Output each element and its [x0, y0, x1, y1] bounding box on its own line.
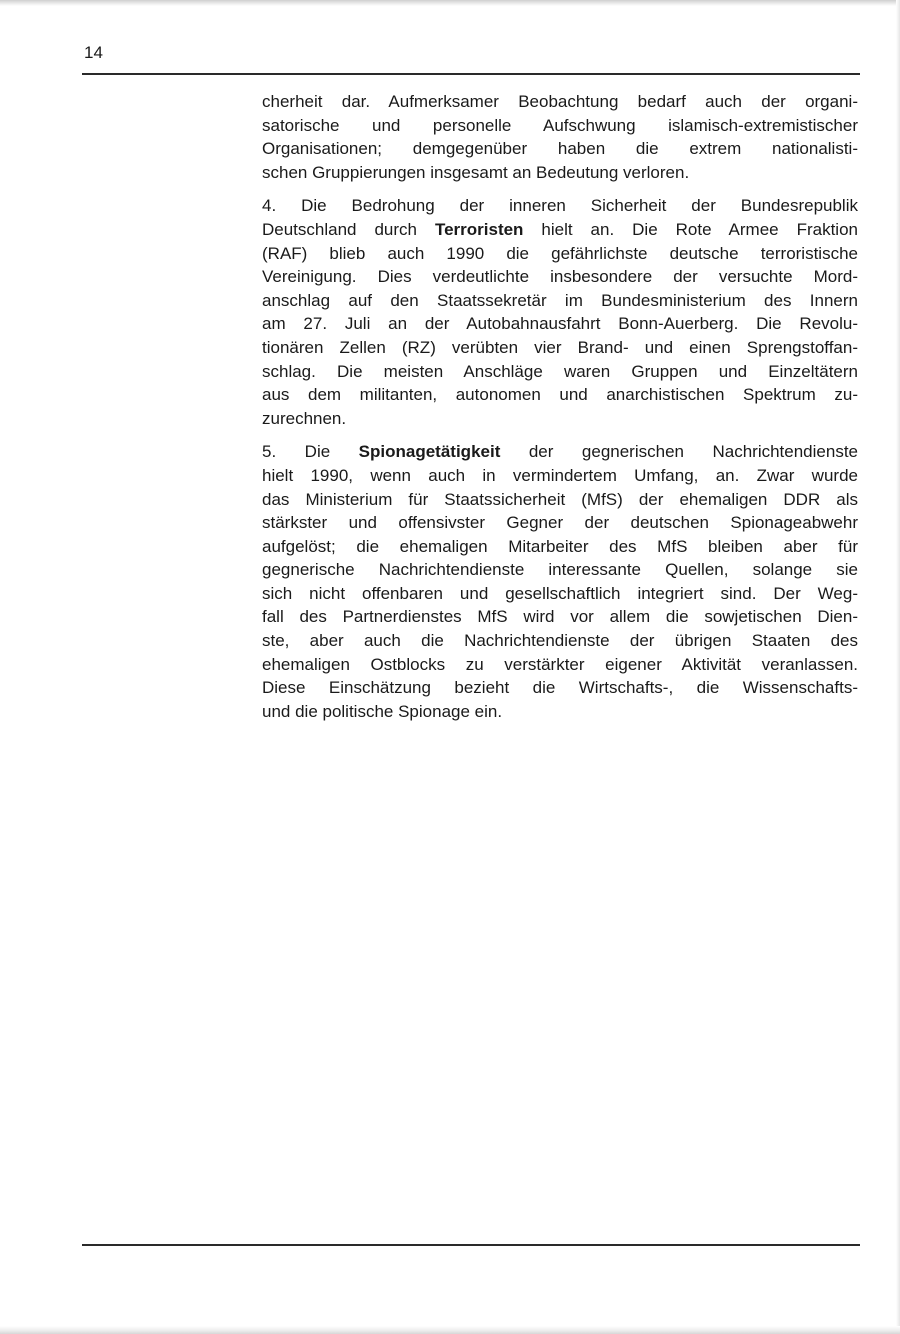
text-line: aufgelöst; die ehemaligen Mitarbeiter des MfS bleiben aber für: [262, 536, 858, 556]
text-line: (RAF) blieb auch 1990 die gefährlichste deutsche terroristische: [262, 243, 858, 263]
text-line: cherheit dar. Aufmerksamer Beobachtung bedarf auch der organi-: [262, 92, 858, 111]
paragraph: [262, 90, 858, 184]
text-line: ste, aber auch die Nachrichtendienste der übrigen Staaten des: [262, 631, 858, 651]
header-rule: [82, 73, 860, 75]
line-text-after: hielt an. Die Rote Armee Fraktion: [523, 219, 858, 239]
scan-edge-right: [896, 0, 900, 1334]
text-line: Vereinigung. Dies verdeutlichte insbesondere der versuchte Mord-: [262, 267, 858, 287]
paragraph: [262, 194, 858, 430]
text-line: fall des Partnerdienstes MfS wird vor allem die sowjetischen Dien-: [262, 607, 858, 627]
text-line: anschlag auf den Staatssekretär im Bundesministerium des Innern: [262, 290, 858, 310]
page-number: 14: [84, 43, 103, 62]
line-text-before: 5. Die: [262, 442, 359, 462]
line-text-after: der gegnerischen Nachrichtendienste: [500, 442, 858, 462]
emphasized-term: Spionagetätigkeit: [358, 442, 501, 462]
text-line: am 27. Juli an der Autobahnausfahrt Bonn-Auerberg. Die Revolu-: [262, 314, 858, 334]
text-line: schen Gruppierungen insgesamt an Bedeutung verloren.: [262, 162, 690, 182]
text-line: hielt 1990, wenn auch in vermindertem Umfang, an. Zwar wurde: [262, 465, 858, 485]
text-line: Diese Einschätzung bezieht die Wirtschafts-, die Wissenschafts-: [262, 678, 858, 698]
line-text-before: Deutschland durch: [262, 219, 435, 239]
text-line: 4. Die Bedrohung der inneren Sicherheit der Bundesrepublik: [262, 196, 858, 216]
text-line: aus dem militanten, autonomen und anarchistischen Spektrum zu-: [262, 385, 858, 405]
text-line: satorische und personelle Aufschwung islamisch-extremistischer: [262, 115, 858, 135]
body-text: [262, 90, 858, 733]
paragraph: [262, 440, 858, 723]
text-line: stärkster und offensivster Gegner der deutschen Spionageabwehr: [262, 513, 858, 533]
footer-rule: [82, 1244, 860, 1246]
text-line: [262, 218, 858, 242]
text-line: tionären Zellen (RZ) verübten vier Brand- und einen Sprengstoffan-: [262, 337, 858, 357]
emphasized-term: Terroristen: [434, 219, 524, 239]
text-line: Organisationen; demgegenüber haben die extrem nationalisti-: [262, 139, 858, 159]
text-line: ehemaligen Ostblocks zu verstärkter eigener Aktivität veranlassen.: [262, 654, 858, 674]
text-line: schlag. Die meisten Anschläge waren Gruppen und Einzeltätern: [262, 361, 858, 381]
text-line: das Ministerium für Staatssicherheit (MfS) der ehemaligen DDR als: [262, 489, 858, 509]
text-line: sich nicht offenbaren und gesellschaftlich integriert sind. Der Weg-: [262, 583, 858, 603]
text-line: gegnerische Nachrichtendienste interessante Quellen, solange sie: [262, 560, 858, 580]
text-line: zurechnen.: [262, 408, 347, 428]
text-line: [262, 440, 858, 464]
scan-edge-bottom: [0, 1326, 900, 1334]
scan-edge-top: [0, 0, 900, 6]
text-line: und die politische Spionage ein.: [262, 701, 503, 721]
